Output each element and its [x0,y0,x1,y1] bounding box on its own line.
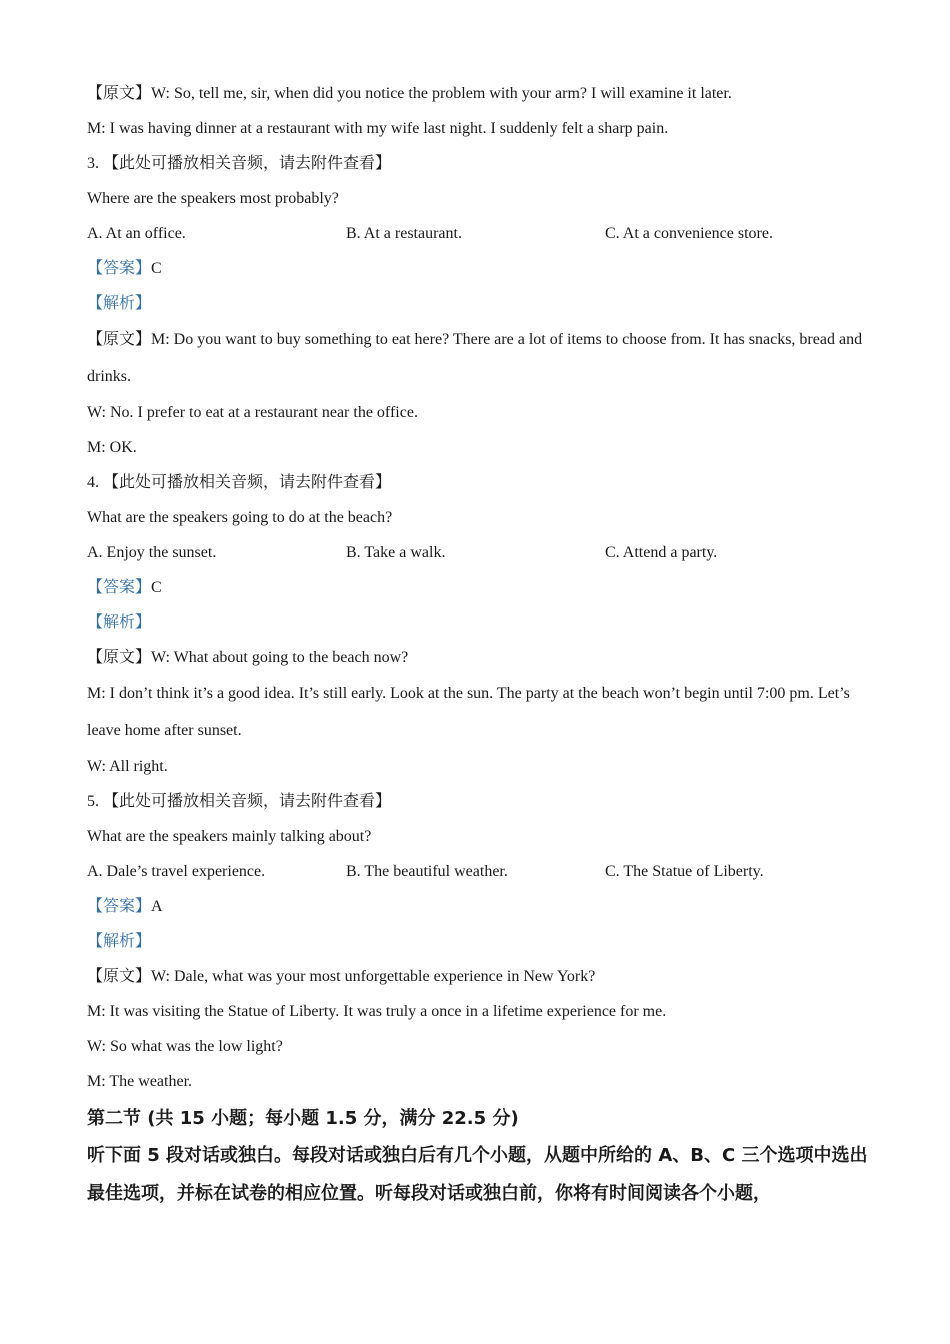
transcript-line: M: OK. [87,439,137,456]
transcript-line: M: The weather. [87,1073,193,1090]
transcript-line: 【原文】W: Dale, what was your most unforgettable experience in New York? [87,968,596,985]
transcript-line: W: So what was the low light? [87,1038,283,1055]
answer-tag: 【答案】 [87,898,152,915]
option-c: C. Attend a party. [605,544,718,561]
option-c: C. At a convenience store. [605,225,773,242]
transcript-line: 【原文】M: Do you want to buy something to eat here? There are a lot of items to choose from. It has snacks, bread and drinks. [87,331,863,385]
question-number: 4. 【此处可播放相关音频，请去附件查看】 [87,474,392,491]
answer-value: A [151,898,163,915]
transcript-line: 【原文】W: So, tell me, sir, when did you notice the problem with your arm? I will examine it later. [87,85,732,102]
analysis-tag: 【解析】 [87,295,152,312]
answer-tag: 【答案】 [87,260,152,277]
option-a: A. At an office. [87,225,186,242]
answer-value: C [151,579,162,596]
question-number: 3. 【此处可播放相关音频，请去附件查看】 [87,155,392,172]
transcript-line: W: No. I prefer to eat at a restaurant near the office. [87,404,418,421]
option-a: A. Enjoy the sunset. [87,544,217,561]
analysis-tag: 【解析】 [87,933,152,950]
option-b: B. At a restaurant. [346,225,462,242]
section-title: 第二节 (共 15 小题；每小题 1.5 分，满分 22.5 分) [87,1108,519,1129]
document-page [87,76,877,1213]
transcript-line: M: I was having dinner at a restaurant with my wife last night. I suddenly felt a sharp pain. [87,120,669,137]
analysis-tag: 【解析】 [87,614,152,631]
option-c: C. The Statue of Liberty. [605,863,764,880]
question-text: What are the speakers mainly talking about? [87,828,372,845]
option-b: B. The beautiful weather. [346,863,508,880]
option-b: B. Take a walk. [346,544,446,561]
question-number: 5. 【此处可播放相关音频，请去附件查看】 [87,793,392,810]
transcript-line: M: It was visiting the Statue of Liberty. It was truly a once in a lifetime experience for me. [87,1003,667,1020]
transcript-line: W: All right. [87,758,168,775]
transcript-line: M: I don’t think it’s a good idea. It’s still early. Look at the sun. The party at the beach won’t begin until 7:00 pm. Let’s leave home after sunset. [87,685,850,739]
answer-line [87,889,877,924]
question-text: What are the speakers going to do at the beach? [87,509,393,526]
answer-options [87,535,877,570]
question-text: Where are the speakers most probably? [87,190,339,207]
section-instructions: 听下面 5 段对话或独白。每段对话或独白后有几个小题，从题中所给的 A、B、C 三个选项中选出最佳选项，并标在试卷的相应位置。听每段对话或独白前，你将有时间阅读各个小题， [87,1145,868,1204]
answer-options [87,216,877,251]
answer-line [87,570,877,605]
answer-tag: 【答案】 [87,579,152,596]
answer-value: C [151,260,162,277]
transcript-line: 【原文】W: What about going to the beach now? [87,649,409,666]
answer-options [87,854,877,889]
option-a: A. Dale’s travel experience. [87,863,266,880]
answer-line [87,251,877,286]
